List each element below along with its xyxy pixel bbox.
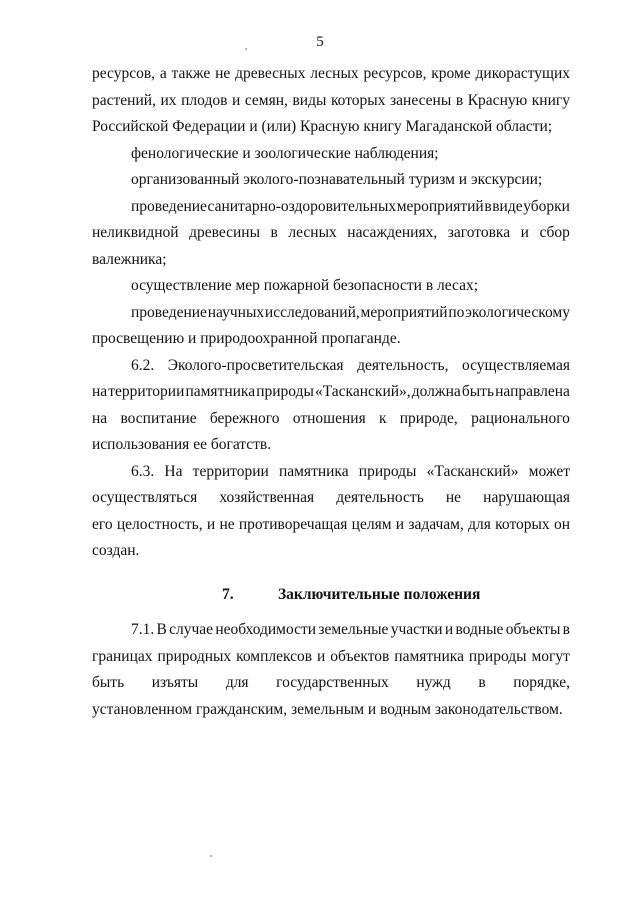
text-line: просвещению и природоохранной пропаганде. <box>92 330 401 347</box>
text-line: использования ее богатств. <box>92 436 272 453</box>
page-number: 5 <box>316 34 324 50</box>
section-title: Заключительные положения <box>278 586 481 603</box>
text-line: границах природных комплексов и объектов памятника природы могут <box>92 648 570 665</box>
text-line: Российской Федерации и (или) Красную книгу Магаданской области; <box>92 118 553 135</box>
text-line: осуществляться хозяйственная деятельность не нарушающая <box>92 489 570 506</box>
text-line: растений, их плодов и семян, виды которых занесены в Красную книгу <box>92 92 570 109</box>
text-line: валежника; <box>92 251 167 268</box>
text-line: на территории памятника природы «Тасканский», должна быть направлена <box>92 383 570 400</box>
text-line: неликвидной древесины в лесных насаждениях, заготовка и сбор <box>92 224 570 241</box>
text-line: организованный эколого-познавательный туризм и экскурсии; <box>131 171 543 188</box>
text-line: проведение санитарно-оздоровительных мероприятий в виде уборки <box>131 198 570 215</box>
text-line: 6.3. На территории памятника природы «Тасканский» может <box>131 463 570 480</box>
text-line: быть изъяты для государственных нужд в порядке, <box>92 674 570 691</box>
scan-speck <box>210 855 212 857</box>
text-line: фенологические и зоологические наблюдения; <box>131 145 439 162</box>
text-line: ресурсов, а также не древесных лесных ресурсов, кроме дикорастущих <box>92 65 570 82</box>
scan-speck <box>245 48 247 50</box>
text-line: проведение научных исследований, мероприятий по экологическому <box>131 304 570 321</box>
text-line: 6.2. Эколого-просветительская деятельность, осуществляемая <box>131 357 570 374</box>
section-number: 7. <box>222 586 234 603</box>
text-line: его целостность, и не противоречащая целям и задачам, для которых он <box>92 516 570 533</box>
text-line: создан. <box>92 542 140 559</box>
text-line: 7.1. В случае необходимости земельные участки и водные объекты в <box>131 621 570 638</box>
text-line: на воспитание бережного отношения к природе, рационального <box>92 410 570 427</box>
text-line: установленном гражданским, земельным и водным законодательством. <box>92 701 563 718</box>
text-line: осуществление мер пожарной безопасности в лесах; <box>131 277 479 294</box>
